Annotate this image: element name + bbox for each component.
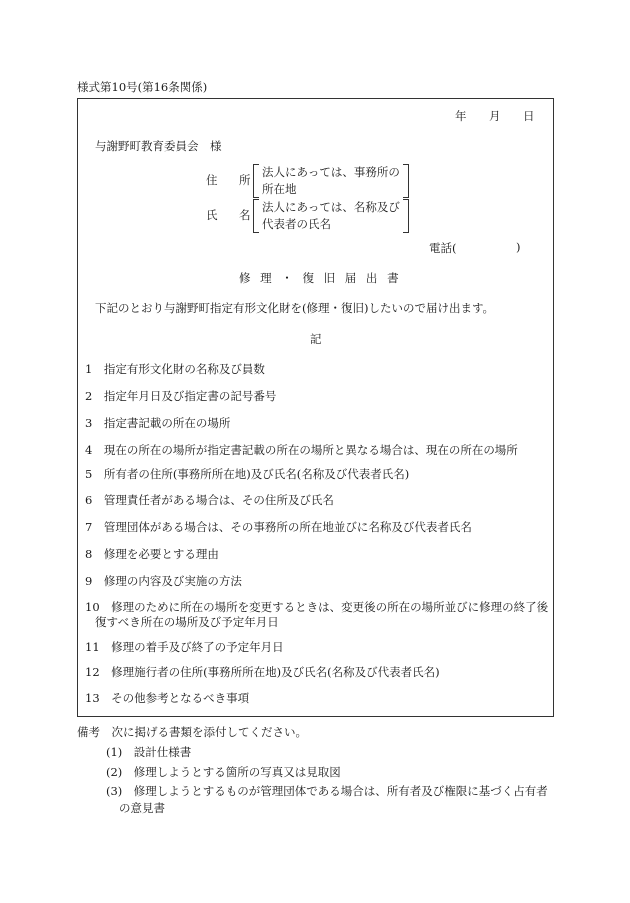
address-note-line2: 所在地 — [262, 182, 297, 196]
address-label-1: 住 — [206, 173, 218, 187]
addressee: 与謝野町教育委員会 様 — [95, 139, 222, 153]
remarks-item-1: (1) 設計仕様書 — [106, 745, 192, 759]
remarks-item-2: (2) 修理しようとする箇所の写真又は見取図 — [106, 765, 341, 779]
name-label-1: 氏 — [206, 208, 218, 222]
address-note — [253, 164, 409, 198]
list-item: 3 指定書記載の所在の場所 — [85, 416, 231, 430]
list-item: 1 指定有形文化財の名称及び員数 — [85, 362, 265, 376]
name-note — [253, 199, 409, 233]
list-item: 9 修理の内容及び実施の方法 — [85, 574, 242, 588]
remarks-item-3-line1: (3) 修理しようとするものが管理団体である場合は、所有者及び権限に基づく占有者 — [106, 784, 548, 798]
remarks-heading: 備考 次に掲げる書類を添付してください。 — [77, 725, 307, 739]
name-note-line2: 代表者の氏名 — [262, 217, 331, 231]
list-item: 8 修理を必要とする理由 — [85, 547, 219, 561]
address-label-2: 所 — [239, 173, 251, 187]
date-day: 日 — [523, 109, 535, 123]
remarks-item-3-line2: の意見書 — [119, 801, 165, 815]
intro-text: 下記のとおり与謝野町指定有形文化財を(修理・復旧)したいので届け出ます。 — [95, 301, 495, 315]
list-item: 2 指定年月日及び指定書の記号番号 — [85, 389, 277, 403]
list-item: 6 管理責任者がある場合は、その住所及び氏名 — [85, 493, 334, 507]
form-number-label: 様式第10号(第16条関係) — [77, 80, 208, 94]
phone-close: ) — [516, 240, 521, 254]
phone-label: 電話( — [429, 241, 457, 255]
list-item: 12 修理施行者の住所(事務所所在地)及び氏名(名称及び代表者氏名) — [85, 665, 440, 679]
ki-mark: 記 — [310, 332, 322, 346]
list-item: 5 所有者の住所(事務所所在地)及び氏名(名称及び代表者氏名) — [85, 467, 410, 481]
date-year: 年 — [455, 109, 467, 123]
list-item: 4 現在の所在の場所が指定書記載の所在の場所と異なる場合は、現在の所在の場所 — [85, 443, 518, 457]
name-note-line1: 法人にあっては、名称及び — [262, 200, 400, 214]
list-item: 11 修理の着手及び終了の予定年月日 — [85, 640, 284, 654]
list-item-10-line1: 10 修理のために所在の場所を変更するときは、変更後の所在の場所並びに修理の終了後 — [85, 600, 549, 614]
list-item: 7 管理団体がある場合は、その事務所の所在地並びに名称及び代表者氏名 — [85, 520, 472, 534]
list-item-10-line2: 復すべき所在の場所及び予定年月日 — [95, 615, 279, 629]
name-label-2: 名 — [239, 208, 251, 222]
list-item: 13 その他参考となるべき事項 — [85, 691, 250, 705]
date-month: 月 — [489, 109, 501, 123]
address-note-line1: 法人にあっては、事務所の — [262, 165, 400, 179]
form-title: 修 理 ・ 復 旧 届 出 書 — [239, 271, 402, 285]
